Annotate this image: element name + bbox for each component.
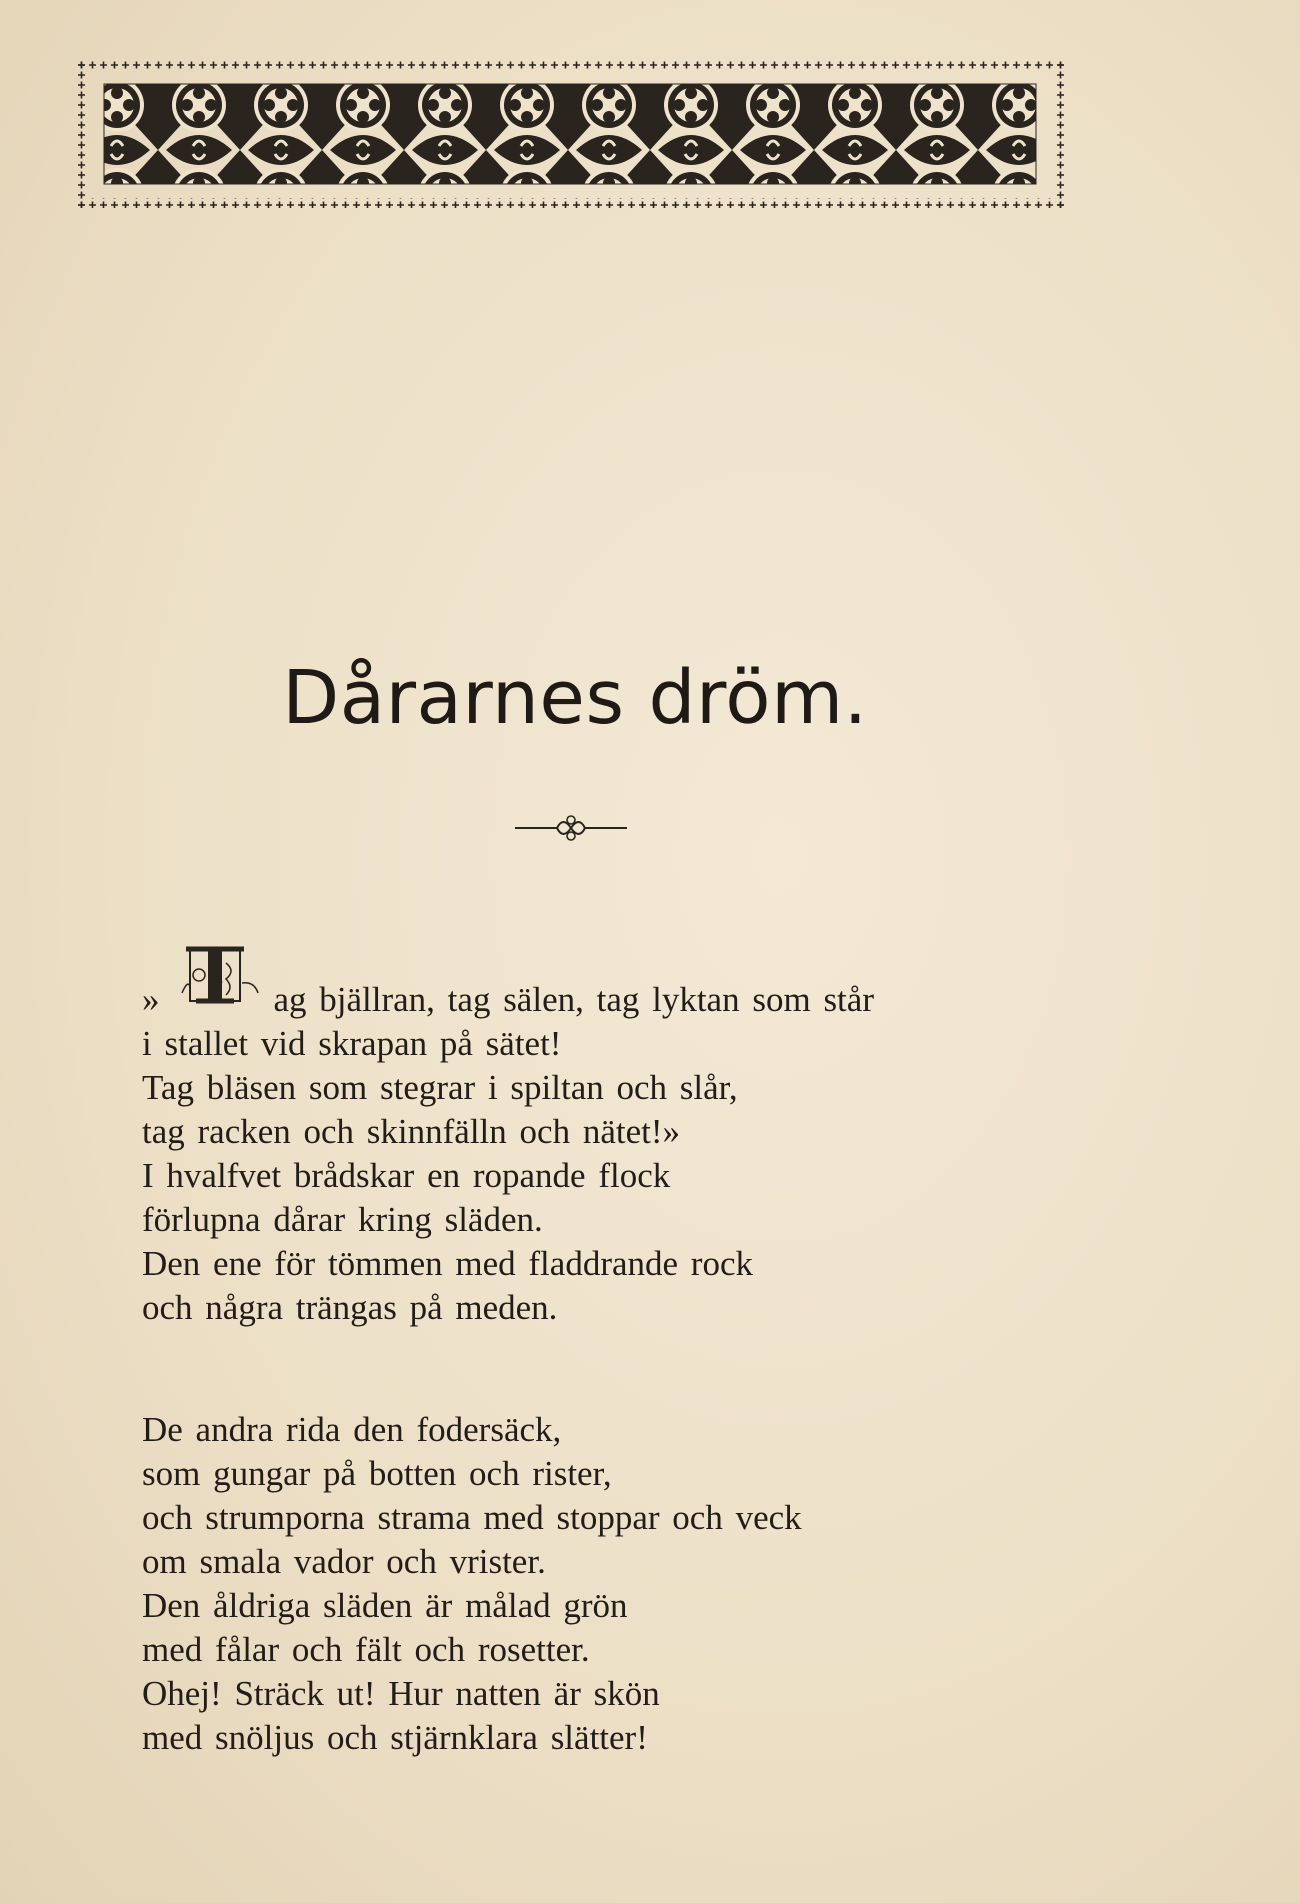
poem-line: med fålar och fält och rosetter. [142, 1630, 590, 1669]
poem-line: förlupna dårar kring släden. [142, 1200, 543, 1239]
line-text: ag bjällran, tag sälen, tag lyktan som står [273, 980, 874, 1019]
poem-line: i stallet vid skrapan på sätet! [142, 1024, 562, 1063]
stanza-1 [142, 955, 1042, 1330]
poem-line: och strumporna strama med stoppar och veck [142, 1498, 802, 1537]
poem-line: med snöljus och stjärnklara slätter! [142, 1718, 648, 1757]
poem-line: Den åldriga släden är målad grön [142, 1586, 628, 1625]
title-flourish [515, 810, 627, 846]
poem-line [142, 955, 1042, 1022]
poem-line: Ohej! Sträck ut! Hur natten är skön [142, 1674, 660, 1713]
ornamental-header-band [76, 60, 1064, 210]
poem-line: De andra rida den fodersäck, [142, 1410, 562, 1449]
stanza-2 [142, 1408, 1042, 1760]
poem-line: om smala vador och vrister. [142, 1542, 546, 1581]
poem-body [142, 955, 1042, 1838]
poem-title: Dårarnes dröm. [282, 655, 868, 741]
poem-line: och några trängas på meden. [142, 1288, 558, 1327]
poem-line: Den ene för tömmen med fladdrande rock [142, 1244, 753, 1283]
poem-line: tag racken och skinnfälln och nätet!» [142, 1112, 680, 1151]
poem-line: som gungar på botten och rister, [142, 1454, 612, 1493]
poem-line: I hvalfvet brådskar en ropande flock [142, 1156, 671, 1195]
opening-guillemet: » [142, 980, 160, 1019]
poem-line: Tag bläsen som stegrar i spiltan och slår, [142, 1068, 738, 1107]
dropcap-letter: T [221, 982, 223, 984]
decorative-dropcap [162, 955, 270, 1019]
